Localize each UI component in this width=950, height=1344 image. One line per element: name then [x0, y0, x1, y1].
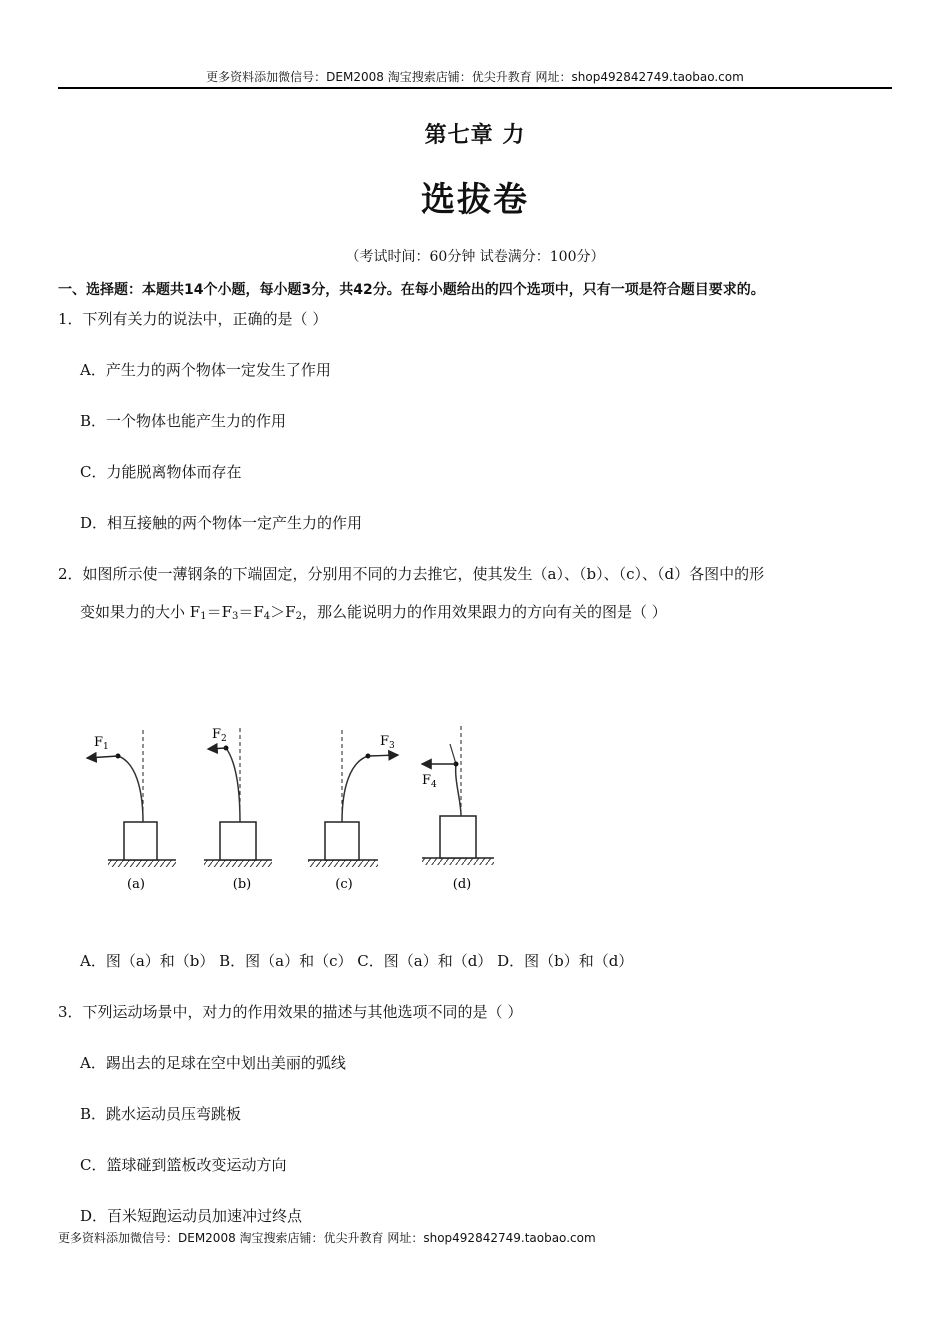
section-heading: 一、选择题：本题共14个小题，每小题3分，共42分。在每小题给出的四个选项中，只有一项是符合题目要求的。: [58, 282, 765, 298]
force-label-f3: $F_3$: [380, 734, 395, 751]
chapter-title: 第七章 力: [424, 123, 526, 148]
question-1-option-a: A．产生力的两个物体一定发生了作用: [80, 361, 331, 379]
footer-note: 更多资料添加微信号：DEM2008 淘宝搜索店铺：优尖升教育 网址：shop492842749.taobao.com: [58, 1231, 596, 1245]
figure-d: [422, 726, 494, 892]
question-2-stem-continued: [80, 601, 667, 622]
question-3-option-b: B．跳水运动员压弯跳板: [80, 1105, 242, 1123]
figure-c: [308, 730, 398, 892]
caption-c: (c): [335, 877, 353, 892]
q2-sub-3: 3: [231, 611, 239, 622]
q2-gt: ＞F: [270, 603, 296, 621]
question-3-option-a: A．踢出去的足球在空中划出美丽的弧线: [80, 1054, 346, 1072]
steel-strip-figure: [80, 718, 500, 898]
question-3-stem: 3．下列运动场景中，对力的作用效果的描述与其他选项不同的是（ ）: [58, 1003, 523, 1021]
force-label-f1: $F_1$: [94, 735, 109, 752]
header-divider: [58, 87, 892, 89]
question-1-option-c: C．力能脱离物体而存在: [80, 463, 242, 481]
caption-a: (a): [127, 877, 145, 892]
q2-eq-2: ＝F: [238, 603, 264, 621]
question-1-option-d: D．相互接触的两个物体一定产生力的作用: [80, 514, 363, 532]
q2-sub-4: 4: [263, 611, 271, 622]
q2-eq-1: ＝F: [206, 603, 232, 621]
caption-d: (d): [452, 877, 472, 892]
exam-title: 选拔卷: [421, 180, 529, 220]
q2-sub-2: 2: [295, 611, 302, 622]
header-note: 更多资料添加微信号：DEM2008 淘宝搜索店铺：优尖升教育 网址：shop492842749.taobao.com: [206, 70, 744, 84]
caption-b: (b): [232, 877, 252, 892]
exam-info: （考试时间：60分钟 试卷满分：100分）: [345, 249, 605, 265]
figure-b: [204, 727, 272, 892]
question-1-option-b: B．一个物体也能产生力的作用: [80, 412, 287, 430]
question-2-stem: 2．如图所示使一薄钢条的下端固定，分别用不同的力去推它，使其发生（a）、（b）、（c）、（d）各图中的形: [58, 565, 765, 583]
q2-sub-1: 1: [200, 611, 207, 622]
q2-text-pre: 变如果力的大小 F: [80, 603, 201, 621]
force-label-f4: $F_4$: [422, 773, 437, 790]
question-3-option-c: C．篮球碰到篮板改变运动方向: [80, 1156, 287, 1174]
figure-a: [87, 730, 176, 892]
q2-text-post: ，那么能说明力的作用效果跟力的方向有关的图是（ ）: [301, 603, 667, 621]
question-3-option-d: D．百米短跑运动员加速冲过终点: [80, 1207, 303, 1225]
question-1-stem: 1．下列有关力的说法中，正确的是（ ）: [58, 310, 328, 328]
question-2-options: A．图（a）和（b） B．图（a）和（c） C．图（a）和（d） D．图（b）和（d）: [80, 952, 634, 970]
force-label-f2: $F_2$: [212, 727, 227, 744]
